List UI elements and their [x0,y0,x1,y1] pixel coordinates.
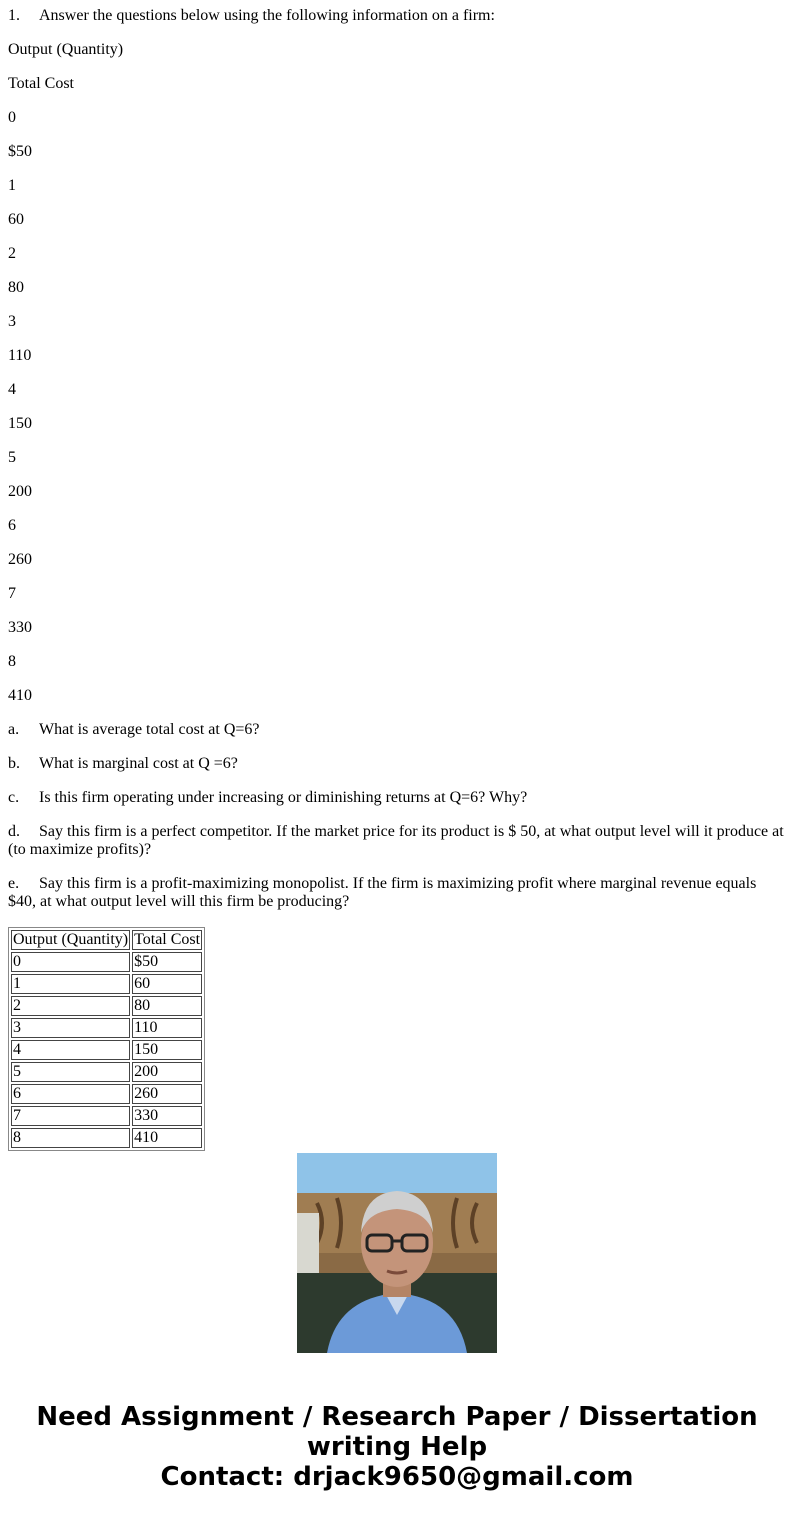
cost-cell: 80 [132,996,202,1016]
header-cell: Output (Quantity) [13,931,129,948]
output-cell: 6 [11,1084,130,1104]
table-row [11,952,202,972]
question-b [8,755,786,773]
table-row [11,974,202,994]
header-line: Total Cost [8,75,74,92]
cost-value: 330 [8,619,32,636]
cost-value: 260 [8,551,32,568]
questions-list [8,721,786,911]
question-text: Say this firm is a profit-maximizing monopolist. If the firm is maximizing profit where marginal revenue equals $40, at what output level will this firm be producing? [8,875,757,910]
cost-value: 200 [8,483,32,500]
question-text: What is marginal cost at Q =6? [39,755,238,772]
output-cell: 8 [11,1128,130,1148]
cost-cell: 330 [132,1106,202,1126]
table-row [11,1062,202,1082]
table-header-row [11,930,202,950]
promo-contact[interactable]: Contact: drjack9650@gmail.com [160,1462,634,1492]
flat-values [8,109,786,705]
output-cell: 5 [11,1062,130,1082]
cost-value: $50 [8,143,32,160]
output-cell: 4 [11,1040,130,1060]
table-row [11,996,202,1016]
output-cell: 1 [11,974,130,994]
output-cell: 3 [11,1018,130,1038]
question-e [8,875,786,911]
output-cell: 2 [11,996,130,1016]
table-row [11,1084,202,1104]
question-d [8,823,786,859]
cost-table [8,927,205,1151]
cost-cell: 110 [132,1018,202,1038]
promo-banner [0,1402,794,1492]
question-a [8,721,786,739]
table-row [11,1128,202,1148]
output-cell: 0 [11,952,130,972]
cost-value: 60 [8,211,24,228]
question-number: 1. [8,7,20,24]
cost-value: 110 [8,347,32,364]
output-value: 8 [8,653,16,670]
question-c [8,789,786,807]
output-value: 2 [8,245,16,262]
question-text: Say this firm is a perfect competitor. If the market price for its product is $ 50, at what output level will it produce at (to maximize profits)? [8,823,784,858]
table-row [11,1040,202,1060]
output-value: 0 [8,109,16,126]
output-cell: 7 [11,1106,130,1126]
cost-value: 410 [8,687,32,704]
header-line: Output (Quantity) [8,41,124,58]
output-value: 7 [8,585,16,602]
header-cell: Total Cost [134,931,201,948]
output-value: 5 [8,449,16,466]
author-photo [297,1153,497,1353]
cost-value: 150 [8,415,32,432]
question-label: d. [8,823,20,840]
output-value: 6 [8,517,16,534]
question-label: a. [8,721,20,738]
question-label: b. [8,755,20,772]
cost-cell: 150 [132,1040,202,1060]
cost-cell: 200 [132,1062,202,1082]
intro-text: Answer the questions below using the following information on a firm: [39,7,495,24]
question-label: e. [8,875,20,892]
output-value: 1 [8,177,16,194]
table-row [11,1018,202,1038]
intro-paragraph [8,7,786,25]
cost-cell: 60 [132,974,202,994]
question-label: c. [8,789,20,806]
promo-line: Need Assignment / Research Paper / Dissertation [36,1402,758,1432]
cost-cell: 410 [132,1128,202,1148]
cost-cell: 260 [132,1084,202,1104]
promo-line: writing Help [306,1432,488,1462]
output-value: 3 [8,313,16,330]
cost-cell: $50 [132,952,202,972]
question-text: What is average total cost at Q=6? [39,721,260,738]
cost-value: 80 [8,279,24,296]
output-value: 4 [8,381,16,398]
document-body [8,0,786,1146]
table-row [11,1106,202,1126]
question-text: Is this firm operating under increasing or diminishing returns at Q=6? Why? [39,789,528,806]
